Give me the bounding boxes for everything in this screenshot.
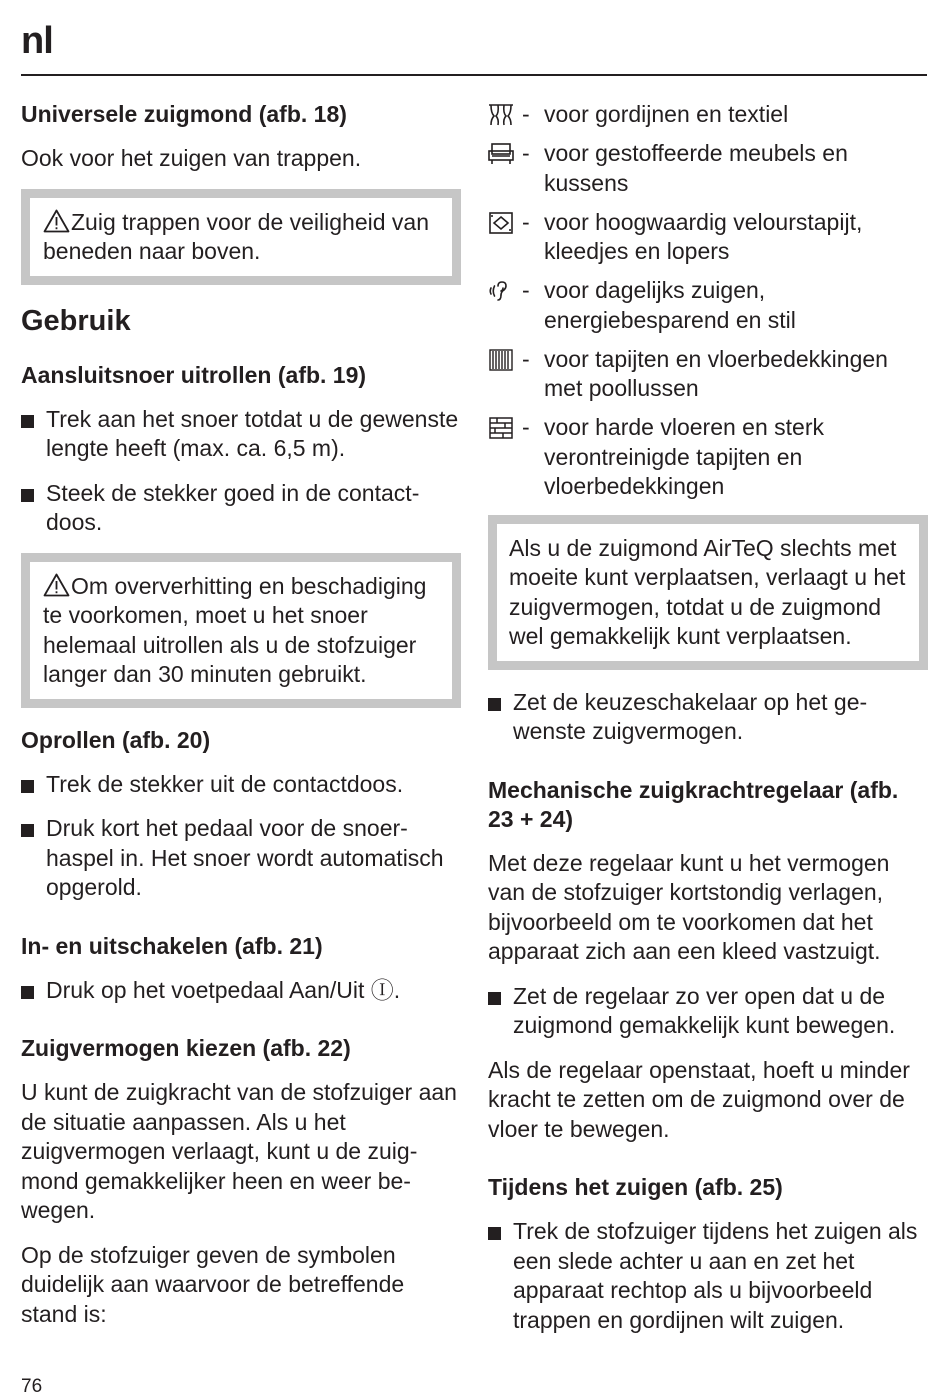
bullet-square — [21, 415, 34, 428]
silence-icon — [488, 279, 514, 303]
airteq-note-box — [488, 515, 928, 670]
symbol-dash: - — [522, 414, 530, 440]
stairs-warning-box — [21, 189, 461, 285]
symbol-text: voor gestoffeerde meubels en kussens — [544, 140, 848, 196]
symbol-text: voor tapijten en vloerbedekkingen met poollussen — [544, 345, 888, 401]
list-item — [488, 688, 928, 747]
list-item-text: Druk op het voetpedaal Aan/Uit Ⓘ. — [46, 976, 401, 1003]
list-item-text: Druk kort het pedaal voor de snoerhaspel in. Het snoer wordt automatisch opgerold. — [46, 815, 444, 900]
bullet-square — [21, 780, 34, 793]
list-item — [21, 770, 461, 800]
symbol-row-hard-floors — [488, 413, 928, 502]
symbol-dash: - — [522, 277, 530, 303]
list-item — [488, 1217, 928, 1335]
list-item — [21, 479, 461, 538]
suction-power-text: U kunt de zuigkracht van de stofzuiger aan de situatie aanpassen. Als u het zuigvermogen verlaagt, kunt u de zuigmond gemakkelijker heen en weer bewegen. — [21, 1079, 457, 1223]
list-item-text: Steek de stekker goed in de contactdoos. — [46, 479, 420, 535]
list-item — [21, 976, 461, 1006]
language-code: nl — [21, 20, 53, 62]
symbols-intro-text: Op de stofzuiger geven de symbolen duidelijk aan waarvoor de betreffende stand is: — [21, 1241, 405, 1327]
list-item-text: Zet de regelaar zo ver open dat u de zuigmond gemakkelijk kunt bewegen. — [513, 982, 896, 1038]
regulator-text-2: Als de regelaar openstaat, hoeft u minder kracht te zetten om de zuigmond over de vloer te bewegen. — [488, 1056, 910, 1142]
section-heading-use: Gebruik — [21, 304, 131, 337]
left-column — [21, 100, 461, 1344]
on-off-heading: In- en uitschakelen (afb. 21) — [21, 932, 323, 959]
stairs-warning-text: Zuig trappen voor de veiligheid van beneden naar boven. — [43, 208, 430, 264]
universal-nozzle-heading: Universele zuigmond (afb. 18) — [21, 101, 347, 127]
curtain-icon — [488, 103, 514, 127]
suction-power-heading: Zuigvermogen kiezen (afb. 22) — [21, 1035, 351, 1061]
rewind-heading: Oprollen (afb. 20) — [21, 726, 211, 753]
bullet-square — [21, 489, 34, 502]
during-vacuuming-heading: Tijdens het zuigen (afb. 25) — [488, 1174, 783, 1200]
bullet-square — [488, 992, 501, 1005]
symbol-row-carpets — [488, 345, 928, 404]
list-item-text: Trek de stofzuiger tijdens het zuigen als een slede achter u aan en zet het apparaat rechtop als u bijvoorbeeld trappen en gordijnen wilt zuigen. — [513, 1218, 918, 1333]
list-item — [21, 405, 461, 464]
overheat-warning-box — [21, 553, 461, 708]
list-item-text: Zet de keuzeschakelaar op het gewenste zuigvermogen. — [513, 688, 868, 744]
symbol-text: voor dagelijks zuigen, energiebesparend en stil — [544, 277, 796, 333]
list-item — [21, 814, 461, 903]
symbol-text: voor harde vloeren en sterk verontreinigde tapijten en vloerbedekkingen — [544, 414, 824, 499]
header-rule — [21, 74, 927, 76]
list-item — [488, 982, 928, 1041]
carpet-icon — [488, 348, 514, 372]
symbol-row-curtains — [488, 100, 928, 130]
regulator-text: Met deze regelaar kunt u het vermogen van de stofzuiger kortstondig verlagen, bijvoorbeeld om te voorkomen dat het apparaat zich aan een kleed vastzuigt. — [488, 849, 890, 964]
symbol-dash: - — [522, 101, 530, 127]
hard-floor-icon — [488, 416, 514, 440]
universal-nozzle-text: Ook voor het zuigen van trappen. — [21, 145, 362, 171]
upholstery-icon — [488, 142, 514, 166]
symbol-row-rugs — [488, 208, 928, 267]
symbol-text: voor hoogwaardig velourstapijt, kleedjes en lopers — [544, 208, 863, 264]
bullet-square — [488, 698, 501, 711]
rug-icon — [488, 211, 514, 235]
bullet-square — [488, 1227, 501, 1240]
symbol-dash: - — [522, 208, 530, 235]
symbol-row-upholstery — [488, 139, 928, 198]
symbol-row-silence — [488, 276, 928, 335]
bullet-square — [21, 824, 34, 837]
overheat-warning-text: Om oververhitting en beschadiging te voorkomen, moet u het snoer helemaal uitrollen als u de stofzuiger langer dan 30 minuten gebruikt. — [43, 572, 427, 687]
list-item-text: Trek aan het snoer totdat u de gewenste lengte heeft (max. ca. 6,5 m). — [46, 405, 459, 461]
warning-icon — [43, 209, 70, 233]
airteq-note-text: Als u de zuigmond AirTeQ slechts met moeite kunt verplaatsen, verlaagt u het zuigvermogen, totdat u de zuigmond wel gemakkelijk kunt verplaatsen. — [509, 534, 906, 649]
unroll-cord-heading: Aansluitsnoer uitrollen (afb. 19) — [21, 361, 367, 388]
warning-icon — [43, 573, 70, 597]
regulator-heading: Mechanische zuigkrachtregelaar (afb. 23 + 24) — [488, 776, 899, 832]
right-column — [488, 100, 928, 1350]
symbol-text: voor gordijnen en textiel — [544, 101, 789, 127]
list-item-text: Trek de stekker uit de contactdoos. — [46, 770, 404, 797]
bullet-square — [21, 986, 34, 999]
symbol-dash: - — [522, 345, 530, 372]
page-number: 76 — [21, 1376, 43, 1397]
symbol-dash: - — [522, 140, 530, 166]
